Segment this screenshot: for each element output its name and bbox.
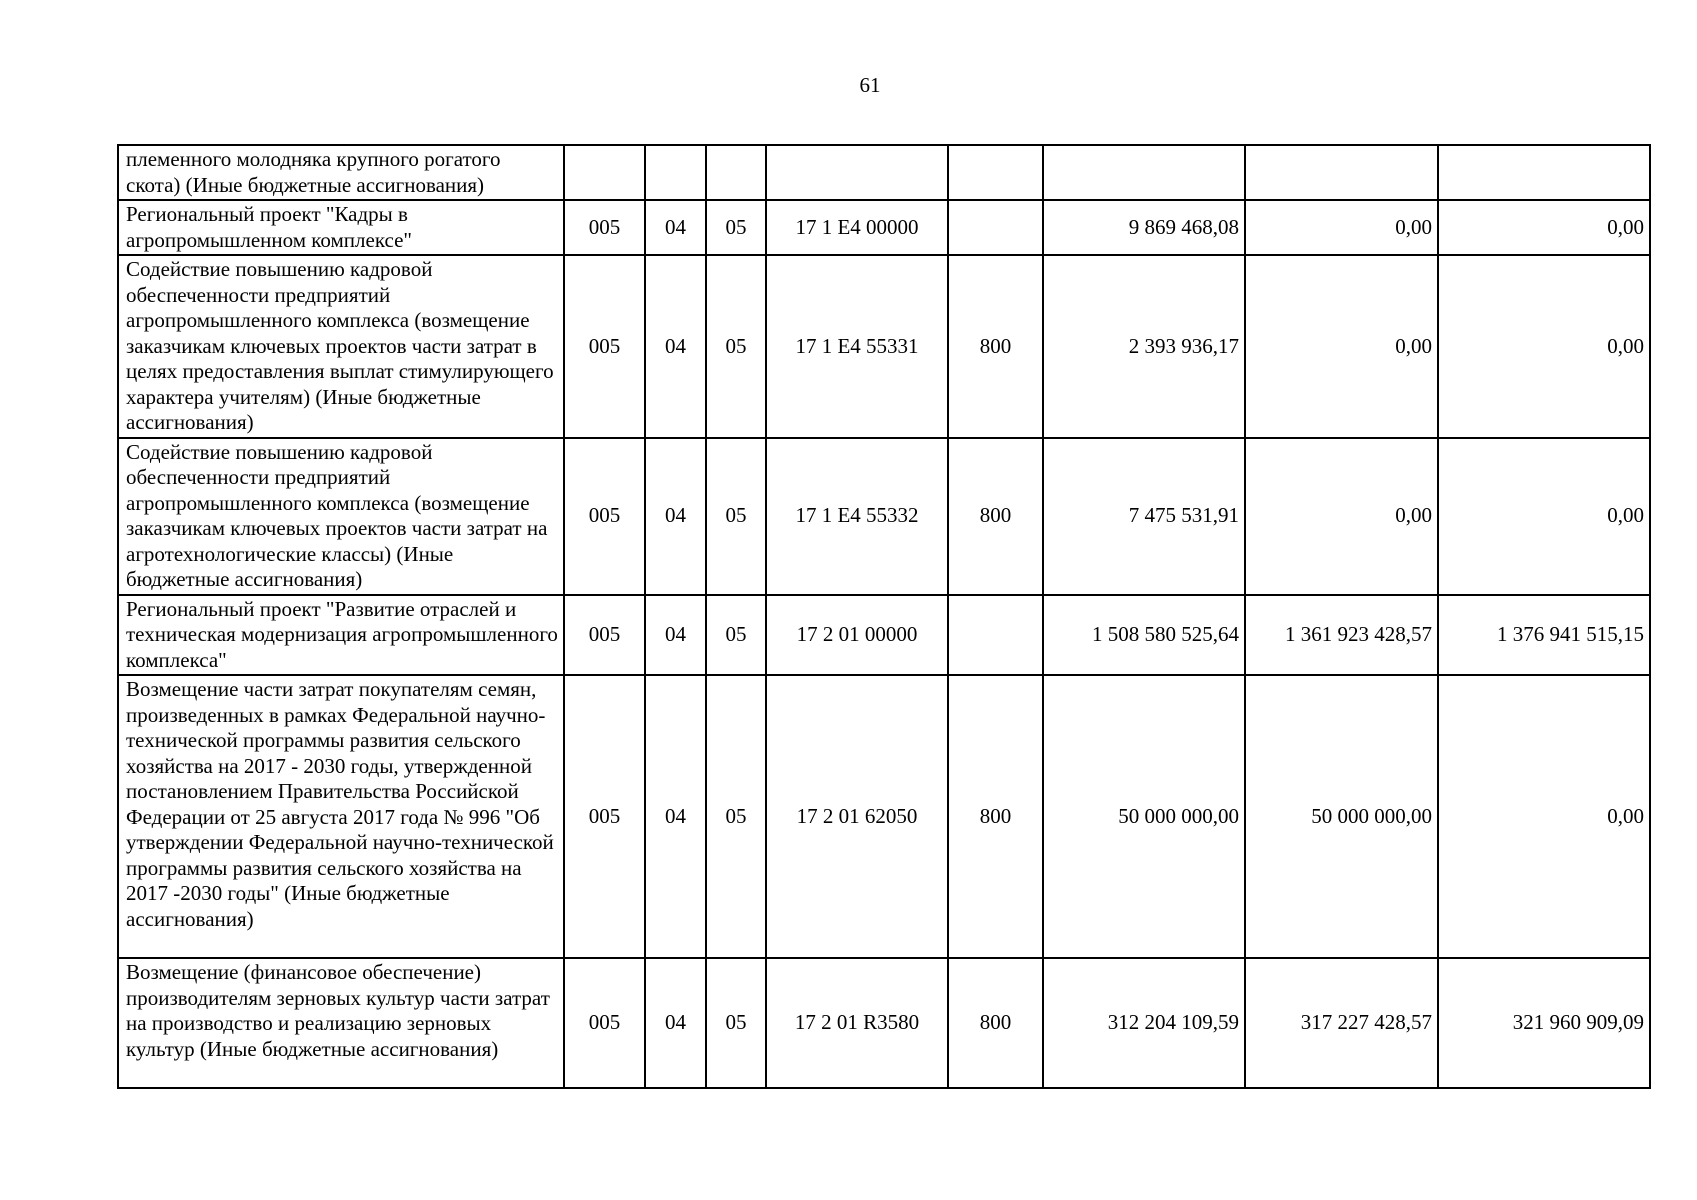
subsection-code: 05 — [706, 438, 766, 595]
target-article-code: 17 1 Е4 00000 — [766, 200, 948, 255]
amount-3: 0,00 — [1438, 200, 1650, 255]
section-code: 04 — [645, 255, 706, 438]
amount-1: 312 204 109,59 — [1043, 958, 1245, 1088]
amount-1: 50 000 000,00 — [1043, 675, 1245, 958]
item-name: Возмещение (финансовое обеспечение) производителям зерновых культур части затрат на производство и реализацию зерновых культур (Иные бюджетные ассигнования) — [118, 958, 564, 1088]
amount-1: 7 475 531,91 — [1043, 438, 1245, 595]
expense-type-code: 800 — [948, 438, 1043, 595]
expense-type-code: 800 — [948, 255, 1043, 438]
amount-1: 9 869 468,08 — [1043, 200, 1245, 255]
target-article-code — [766, 145, 948, 200]
table-row — [118, 958, 1650, 1088]
target-article-code: 17 1 Е4 55331 — [766, 255, 948, 438]
amount-2: 1 361 923 428,57 — [1245, 595, 1438, 676]
page-number: 61 — [859, 73, 881, 97]
section-code — [645, 145, 706, 200]
amount-2 — [1245, 145, 1438, 200]
subsection-code — [706, 145, 766, 200]
amount-3: 321 960 909,09 — [1438, 958, 1650, 1088]
target-article-code: 17 2 01 62050 — [766, 675, 948, 958]
ministry-code: 005 — [564, 675, 645, 958]
section-code: 04 — [645, 675, 706, 958]
table-row — [118, 595, 1650, 676]
amount-3: 1 376 941 515,15 — [1438, 595, 1650, 676]
section-code: 04 — [645, 438, 706, 595]
amount-1 — [1043, 145, 1245, 200]
amount-2: 0,00 — [1245, 438, 1438, 595]
target-article-code: 17 1 Е4 55332 — [766, 438, 948, 595]
amount-2: 0,00 — [1245, 200, 1438, 255]
section-code: 04 — [645, 200, 706, 255]
item-name: Региональный проект "Кадры в агропромышленном комплексе" — [118, 200, 564, 255]
amount-3: 0,00 — [1438, 255, 1650, 438]
subsection-code: 05 — [706, 255, 766, 438]
amount-3: 0,00 — [1438, 438, 1650, 595]
target-article-code: 17 2 01 00000 — [766, 595, 948, 676]
item-name: Возмещение части затрат покупателям семян, произведенных в рамках Федеральной научно-технической программы развития сельского хозяйства на 2017 - 2030 годы, утвержденной постановлением Правительства Российской Федерации от 25 августа 2017 года № 996 "Об утверждении Федеральной научно-технической программы развития сельского хозяйства на 2017 -2030 годы" (Иные бюджетные ассигнования) — [118, 675, 564, 958]
amount-2: 0,00 — [1245, 255, 1438, 438]
target-article-code: 17 2 01 R3580 — [766, 958, 948, 1088]
ministry-code — [564, 145, 645, 200]
item-name: Региональный проект "Развитие отраслей и техническая модернизация агропромышленного комплекса" — [118, 595, 564, 676]
table-row — [118, 675, 1650, 958]
item-name: Содействие повышению кадровой обеспеченности предприятий агропромышленного комплекса (возмещение заказчикам ключевых проектов части затрат на агротехнологические классы) (Иные бюджетные ассигнования) — [118, 438, 564, 595]
amount-3: 0,00 — [1438, 675, 1650, 958]
ministry-code: 005 — [564, 438, 645, 595]
budget-table — [117, 144, 1651, 1089]
amount-2: 50 000 000,00 — [1245, 675, 1438, 958]
item-name: племенного молодняка крупного рогатого скота) (Иные бюджетные ассигнования) — [118, 145, 564, 200]
ministry-code: 005 — [564, 595, 645, 676]
expense-type-code — [948, 595, 1043, 676]
table-row — [118, 145, 1650, 200]
ministry-code: 005 — [564, 958, 645, 1088]
amount-3 — [1438, 145, 1650, 200]
amount-1: 2 393 936,17 — [1043, 255, 1245, 438]
subsection-code: 05 — [706, 675, 766, 958]
expense-type-code: 800 — [948, 675, 1043, 958]
item-name: Содействие повышению кадровой обеспеченности предприятий агропромышленного комплекса (возмещение заказчикам ключевых проектов части затрат в целях предоставления выплат стимулирующего характера учителям) (Иные бюджетные ассигнования) — [118, 255, 564, 438]
amount-1: 1 508 580 525,64 — [1043, 595, 1245, 676]
ministry-code: 005 — [564, 200, 645, 255]
subsection-code: 05 — [706, 958, 766, 1088]
expense-type-code — [948, 200, 1043, 255]
table-row — [118, 438, 1650, 595]
expense-type-code: 800 — [948, 958, 1043, 1088]
table-row — [118, 255, 1650, 438]
subsection-code: 05 — [706, 595, 766, 676]
section-code: 04 — [645, 958, 706, 1088]
expense-type-code — [948, 145, 1043, 200]
subsection-code: 05 — [706, 200, 766, 255]
table-row — [118, 200, 1650, 255]
amount-2: 317 227 428,57 — [1245, 958, 1438, 1088]
section-code: 04 — [645, 595, 706, 676]
ministry-code: 005 — [564, 255, 645, 438]
